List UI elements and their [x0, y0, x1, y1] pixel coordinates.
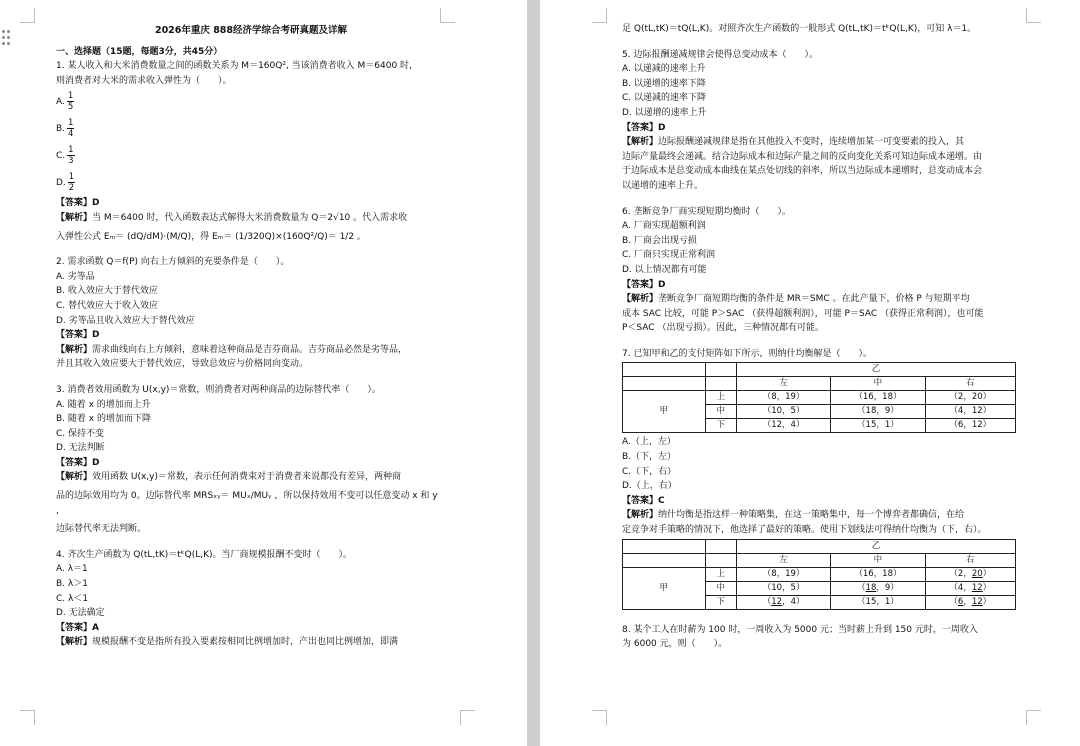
- answer: 【答案】D: [56, 457, 100, 468]
- page-right: [540, 0, 1080, 746]
- option-a: A.（上，左）: [622, 437, 676, 448]
- numerator: 1: [68, 118, 74, 129]
- denominator: 2: [68, 183, 75, 194]
- row-header: 下: [705, 419, 736, 433]
- option-c: C. λ＜1: [56, 593, 89, 604]
- analysis-tag: 【解析】: [56, 344, 93, 355]
- answer: 【答案】D: [56, 330, 100, 341]
- option-d: D.（上，右）: [622, 481, 677, 492]
- col-player-label: 乙: [736, 363, 1015, 377]
- option-b: B. 以递增的速率下降: [622, 78, 706, 89]
- fraction: [67, 91, 74, 112]
- table-cell: （6，12）: [925, 419, 1015, 433]
- crop-mark: [440, 8, 455, 23]
- table-cell: （15，1）: [831, 419, 925, 433]
- numerator: 1: [68, 145, 74, 156]
- table-cell: （18，9）: [831, 581, 925, 595]
- analysis-text: 并且其收入效应要大于替代效应，导致总效应与价格同向变动。: [56, 359, 309, 370]
- col-header: 右: [925, 377, 1015, 391]
- payoff-matrix-underlined: [622, 539, 1016, 610]
- question-stem: 4. 齐次生产函数为 Q(tL,tK)＝tᵏQ(L,K)。当厂商规模报酬不变时（ ）。: [56, 549, 352, 560]
- analysis-text: 定竞争对手策略的情况下，他选择了最好的策略。使用下划线法可得纳什均衡为（下，右）。: [622, 525, 987, 536]
- option-b: B. 随着 x 的增加而下降: [56, 414, 151, 425]
- table-cell: （8，19）: [736, 391, 830, 405]
- row-header: 上: [705, 567, 736, 581]
- document-title: 2026年重庆 888经济学综合考研真题及详解: [154, 25, 348, 36]
- page-left-content: [56, 24, 446, 650]
- analysis-tag: 【解析】: [56, 472, 93, 483]
- crop-mark: [1026, 8, 1041, 23]
- fraction: [67, 118, 74, 139]
- answer: 【答案】C: [622, 495, 665, 506]
- table-cell: （12，4）: [736, 419, 830, 433]
- table-cell: （16，18）: [831, 567, 925, 581]
- option-c: [56, 142, 446, 169]
- table-cell: （4，12）: [925, 405, 1015, 419]
- analysis: [622, 135, 1016, 150]
- table-cell: （8，19）: [736, 567, 830, 581]
- analysis: [56, 343, 446, 358]
- analysis-text: 成本 SAC 比较，可能 P＞SAC （获得超额利润），可能 P＝SAC （获得正常利润），也可能: [622, 308, 984, 319]
- row-header: 上: [705, 391, 736, 405]
- table-cell: （18，9）: [831, 405, 925, 419]
- analysis-text: 当 M＝6400 时，代入函数表达式解得大米消费数量为 Q＝2√10 。代入需求收: [92, 212, 408, 223]
- answer: 【答案】D: [56, 198, 100, 209]
- option-b: B. 厂商会出现亏损: [622, 235, 697, 246]
- analysis-text: 入弹性公式 Eₘ＝ (dQ/dM)·(M/Q)，得 Eₘ＝ (1/320Q)×(160Q²/Q)＝ 1/2 。: [56, 231, 366, 242]
- table-cell: （10，5）: [736, 581, 830, 595]
- analysis-text: 边际产量最终会递减。结合边际成本和边际产量之间的反向变化关系可知边际成本递增。由: [622, 151, 983, 162]
- table-cell: [705, 377, 736, 391]
- analysis: [622, 292, 1016, 307]
- analysis-text: 边际报酬递减规律是指在其他投入不变时，连续增加某一可变要素的投入，其: [658, 137, 965, 148]
- table-cell: （2，20）: [925, 567, 1015, 581]
- option-c: C. 厂商只实现正常利润: [622, 250, 716, 261]
- option-d: D. 无法判断: [56, 443, 105, 454]
- table-cell: [623, 539, 706, 553]
- row-player-label: 甲: [623, 567, 706, 609]
- table-cell: （6，12）: [925, 595, 1015, 609]
- table-cell: （4，12）: [925, 581, 1015, 595]
- option-a: A. λ＝1: [56, 564, 88, 575]
- col-header: 中: [831, 377, 925, 391]
- crop-mark: [1026, 710, 1041, 725]
- col-header: 左: [736, 377, 830, 391]
- answer: 【答案】D: [622, 279, 666, 290]
- question-stem: 8. 某个工人在时薪为 100 时，一周收入为 5000 元；当时薪上升到 150 元时，一周收入: [622, 624, 978, 635]
- analysis: [56, 211, 446, 226]
- option-a: A. 随着 x 的增加而上升: [56, 399, 151, 410]
- fraction: [67, 145, 74, 166]
- section-heading: 一、选择题（15题，每题3分，共45分）: [56, 46, 223, 57]
- option-label: C.: [56, 150, 66, 161]
- option-label: D.: [56, 177, 66, 188]
- table-cell: [705, 553, 736, 567]
- drag-handle-icon[interactable]: [2, 30, 10, 46]
- table-row: [623, 391, 1016, 405]
- analysis-text: 效用函数 U(x,y)＝常数，表示任何消费束对于消费者来说都没有差异，两种商: [92, 472, 402, 483]
- table-row: [623, 567, 1016, 581]
- col-player-label: 乙: [736, 539, 1015, 553]
- crop-mark: [460, 710, 475, 725]
- row-header: 中: [705, 405, 736, 419]
- row-header: 下: [705, 595, 736, 609]
- option-d: D. 无法确定: [56, 608, 105, 619]
- denominator: 5: [67, 102, 74, 113]
- table-cell: （15，1）: [831, 595, 925, 609]
- denominator: 4: [68, 129, 74, 140]
- page-left: [0, 0, 527, 746]
- option-label: A.: [56, 96, 65, 107]
- numerator: 1: [67, 91, 74, 102]
- table-cell: [623, 553, 706, 567]
- numerator: 1: [68, 172, 75, 183]
- question-stem: 1. 某人收入和大米消费数量之间的函数关系为 M＝160Q², 当该消费者收入 M＝6400 时，: [56, 61, 419, 72]
- analysis-text: 足 Q(tL,tK)＝tQ(L,K)。对照齐次生产函数的一般形式 Q(tL,tK)＝tᵏQ(L,K)，可知 λ＝1。: [622, 24, 977, 34]
- question-stem: 为 6000 元，则（ ）。: [622, 639, 728, 650]
- denominator: 3: [68, 156, 74, 167]
- question-stem: 6. 垄断竞争厂商实现短期均衡时（ ）。: [622, 206, 791, 217]
- option-d: [56, 169, 446, 196]
- payoff-matrix: [622, 362, 1016, 433]
- fraction: [68, 172, 75, 193]
- analysis: [56, 635, 446, 650]
- option-d: D. 劣等品且收入效应大于替代效应: [56, 315, 195, 326]
- crop-mark: [20, 8, 35, 23]
- option-c: C. 替代效应大于收入效应: [56, 300, 159, 311]
- page-gap: [527, 0, 540, 746]
- table-cell: （2，20）: [925, 391, 1015, 405]
- analysis-tag: 【解析】: [622, 510, 659, 521]
- option-d: D. 以上情况都有可能: [622, 264, 707, 275]
- table-cell: （12，4）: [736, 595, 830, 609]
- analysis-text: 于边际成本是总变动成本曲线在某点处切线的斜率，所以当边际成本递增时，总变动成本会: [622, 166, 983, 177]
- analysis-tag: 【解析】: [622, 294, 659, 305]
- analysis: [56, 470, 446, 485]
- option-b: [56, 115, 446, 142]
- col-header: 中: [831, 553, 925, 567]
- col-header: 右: [925, 553, 1015, 567]
- option-a: A. 以递减的速率上升: [622, 64, 706, 75]
- answer: 【答案】D: [622, 122, 666, 133]
- analysis-tag: 【解析】: [56, 212, 93, 223]
- option-a: A. 厂商实现超额利润: [622, 221, 706, 232]
- option-a: A. 劣等品: [56, 271, 95, 282]
- analysis-text: 边际替代率无法判断。: [56, 524, 147, 535]
- question-stem: 5. 边际报酬递减规律会使得总变动成本（ ）。: [622, 49, 818, 60]
- question-stem: 则消费者对大米的需求收入弹性为（ ）。: [56, 75, 232, 86]
- row-header: 中: [705, 581, 736, 595]
- table-cell: （16，18）: [831, 391, 925, 405]
- crop-mark: [592, 8, 607, 23]
- option-c: C.（下，右）: [622, 466, 677, 477]
- option-b: B. 收入效应大于替代效应: [56, 286, 158, 297]
- table-cell: [705, 363, 736, 377]
- crop-mark: [592, 710, 607, 725]
- option-b: B. λ＞1: [56, 579, 88, 590]
- analysis-text: 垄断竞争厂商短期均衡的条件是 MR＝SMC 。在此产量下，价格 P 与短期平均: [658, 294, 970, 305]
- option-label: B.: [56, 123, 66, 134]
- analysis-text: 纳什均衡是指这样一种策略集，在这一策略集中，每一个博弈者都确信，在给: [658, 510, 965, 521]
- option-b: B.（下，左）: [622, 452, 677, 463]
- option-c: C. 保持不变: [56, 428, 105, 439]
- crop-mark: [20, 710, 35, 725]
- analysis-text: 品的边际效用均为 0。边际替代率 MRSₓᵧ＝ MUₓ/MUᵧ ，所以保持效用不变可以任意变动 x 和 y ，: [56, 491, 438, 516]
- answer: 【答案】A: [56, 622, 99, 633]
- table-cell: [705, 539, 736, 553]
- page-right-content: [622, 22, 1016, 652]
- analysis-text: P＜SAC （出现亏损）。因此，三种情况都有可能。: [622, 323, 824, 334]
- table-cell: [623, 363, 706, 377]
- col-header: 左: [736, 553, 830, 567]
- option-d: D. 以递增的速率上升: [622, 107, 707, 118]
- question-stem: 3. 消费者效用函数为 U(x,y)＝常数，则消费者对两种商品的边际替代率（ ）。: [56, 384, 381, 395]
- table-cell: （10，5）: [736, 405, 830, 419]
- analysis: [622, 508, 1016, 523]
- table-cell: [623, 377, 706, 391]
- option-c: C. 以递减的速率下降: [622, 93, 707, 104]
- question-stem: 7. 已知甲和乙的支付矩阵如下所示，则纳什均衡解是（ ）。: [622, 348, 872, 359]
- analysis-tag: 【解析】: [56, 637, 93, 648]
- analysis-text: 规模报酬不变是指所有投入要素按相同比例增加时，产出也同比例增加，即满: [92, 637, 399, 648]
- analysis-text: 以递增的速率上升。: [622, 180, 704, 191]
- row-player-label: 甲: [623, 391, 706, 433]
- analysis-text: 需求曲线向右上方倾斜，意味着这种商品是吉芬商品。吉芬商品必然是劣等品，: [92, 344, 408, 355]
- analysis-tag: 【解析】: [622, 137, 659, 148]
- question-stem: 2. 需求函数 Q＝f(P) 向右上方倾斜的充要条件是（ ）。: [56, 257, 290, 268]
- option-a: [56, 88, 446, 115]
